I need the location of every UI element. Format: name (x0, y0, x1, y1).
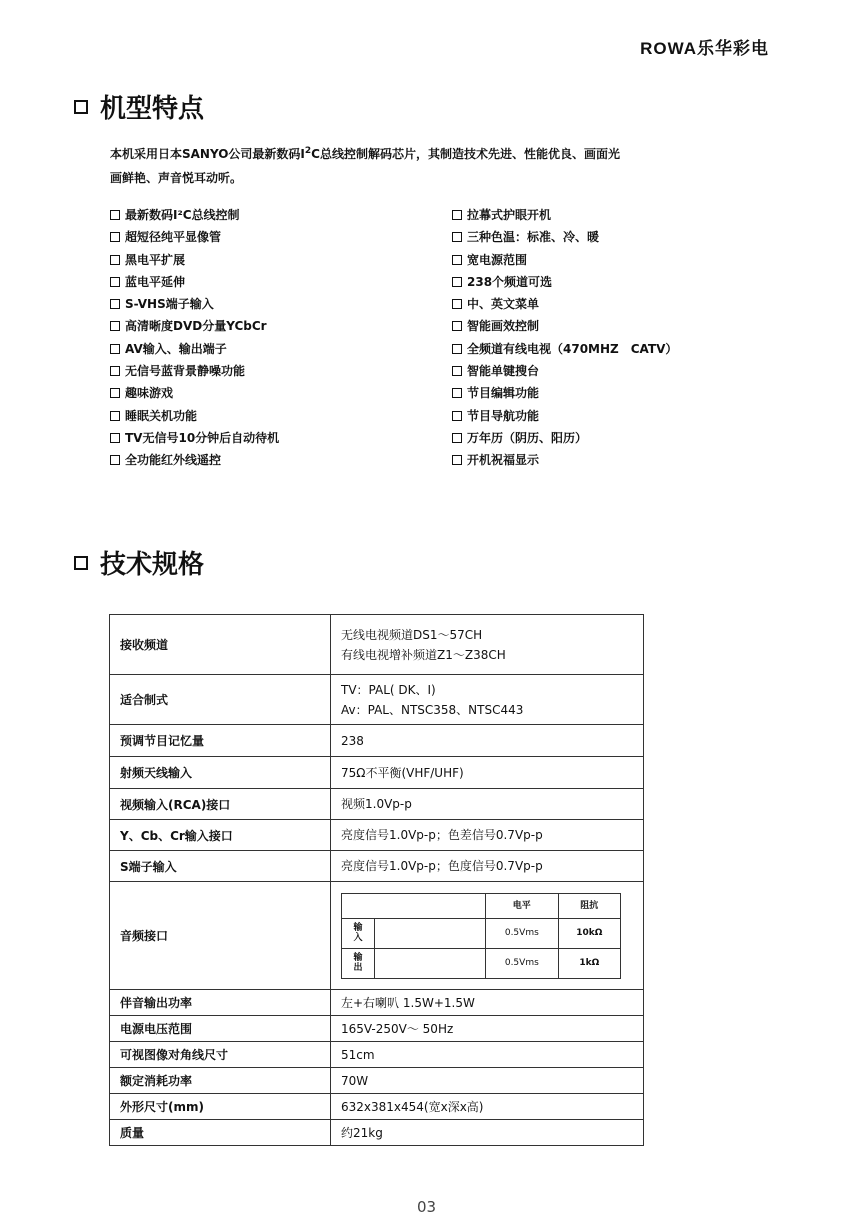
section-title-specs (74, 544, 204, 581)
table-row (110, 757, 644, 789)
feature-item (452, 249, 677, 271)
spec-value (331, 615, 644, 675)
spec-value: 亮度信号1.0Vp-p；色度信号0.7Vp-p (331, 851, 644, 882)
feature-item (110, 315, 279, 337)
checkbox-square-icon (110, 321, 120, 331)
feature-text: 全频道有线电视（470MHZ CATV） (467, 341, 678, 356)
feature-text: 拉幕式护眼开机 (467, 208, 552, 222)
table-row (110, 1042, 644, 1068)
checkbox-square-icon (110, 366, 120, 376)
audio-subtable (341, 893, 621, 979)
audio-blank-cell (375, 948, 486, 978)
feature-text: 238个频道可选 (467, 274, 553, 289)
feature-text: 蓝电平延伸 (125, 274, 186, 289)
feature-item (110, 338, 279, 360)
feature-text: 高清晰度DVD分量YCbCr (125, 319, 267, 334)
spec-value: 70W (331, 1068, 644, 1094)
feature-item (452, 405, 677, 427)
spec-label: 可视图像对角线尺寸 (110, 1042, 331, 1068)
audio-header-blank (342, 893, 486, 918)
audio-blank-cell (375, 918, 486, 948)
spec-label: 电源电压范围 (110, 1016, 331, 1042)
spec-value: 视频1.0Vp-p (331, 789, 644, 820)
checkbox-square-icon (452, 433, 462, 443)
feature-text: 无信号蓝背景静噪功能 (125, 364, 246, 379)
section-title-features (74, 88, 204, 125)
checkbox-square-icon (452, 455, 462, 465)
feature-text: 节目导航功能 (467, 408, 540, 423)
feature-item (452, 360, 677, 382)
spec-label: S端子输入 (110, 851, 331, 882)
spec-label: 预调节目记忆量 (110, 725, 331, 757)
features-list-right (452, 204, 677, 472)
feature-item (110, 271, 279, 293)
feature-item (110, 405, 279, 427)
feature-text: 超短径纯平显像管 (125, 230, 222, 245)
spec-value: 75Ω不平衡(VHF/UHF) (331, 757, 644, 789)
spec-label: 外形尺寸(mm) (110, 1094, 331, 1120)
spec-value: 51cm (331, 1042, 644, 1068)
checkbox-square-icon (452, 255, 462, 265)
feature-item (110, 360, 279, 382)
checkbox-square-icon (452, 299, 462, 309)
spec-value (331, 675, 644, 725)
feature-item (452, 226, 677, 248)
feature-text: 中、英文菜单 (467, 297, 540, 312)
table-row (110, 851, 644, 882)
audio-input-impedance: 10kΩ (558, 918, 620, 948)
table-row (110, 1120, 644, 1146)
audio-output-row (342, 948, 621, 978)
spec-value: 632x381x454(宽x深x高) (331, 1094, 644, 1120)
feature-item (110, 382, 279, 404)
spec-value: 约21kg (331, 1120, 644, 1146)
spec-value: 左+右喇叭 1.5W+1.5W (331, 990, 644, 1016)
audio-header-impedance: 阻抗 (558, 893, 620, 918)
spec-label: 视频输入(RCA)接口 (110, 789, 331, 820)
audio-header-row (342, 893, 621, 918)
spec-value: 238 (331, 725, 644, 757)
feature-item (452, 293, 677, 315)
checkbox-square-icon (110, 344, 120, 354)
feature-text: AV输入、输出端子 (125, 341, 227, 356)
feature-item (452, 271, 677, 293)
checkbox-square-icon (452, 321, 462, 331)
feature-item (452, 382, 677, 404)
checkbox-square-icon (74, 100, 88, 114)
checkbox-square-icon (452, 232, 462, 242)
checkbox-square-icon (110, 277, 120, 287)
spec-value-line: 无线电视频道DS1～57CH (341, 627, 483, 642)
table-row (110, 820, 644, 851)
checkbox-square-icon (452, 344, 462, 354)
audio-input-level: 0.5Vms (486, 918, 559, 948)
spec-label: 接收频道 (110, 615, 331, 675)
feature-item (110, 249, 279, 271)
audio-input-label: 输入 (342, 918, 375, 948)
spec-label: 射频天线输入 (110, 757, 331, 789)
table-row (110, 1016, 644, 1042)
page-number: 03 (416, 1198, 437, 1216)
feature-item (452, 427, 677, 449)
feature-item (110, 293, 279, 315)
audio-output-level: 0.5Vms (486, 948, 559, 978)
spec-label: 伴音输出功率 (110, 990, 331, 1016)
spec-label: 适合制式 (110, 675, 331, 725)
spec-label: 额定消耗功率 (110, 1068, 331, 1094)
audio-input-row (342, 918, 621, 948)
checkbox-square-icon (452, 411, 462, 421)
audio-output-label: 输出 (342, 948, 375, 978)
intro-text-b: C总线控制解码芯片，其制造技术先进、性能优良、画面光 (311, 147, 620, 161)
feature-text: 黑电平扩展 (125, 252, 186, 267)
checkbox-square-icon (74, 556, 88, 570)
spec-table (109, 614, 644, 1146)
feature-item (452, 449, 677, 471)
feature-text: 开机祝福显示 (467, 453, 540, 468)
feature-text: 节目编辑功能 (467, 386, 540, 401)
feature-text: 智能画效控制 (467, 319, 540, 334)
feature-text: 万年历（阴历、阳历） (467, 430, 588, 445)
feature-item (110, 204, 279, 226)
feature-item (452, 338, 677, 360)
feature-text: 全功能红外线遥控 (125, 453, 222, 468)
checkbox-square-icon (452, 210, 462, 220)
spec-label: 质量 (110, 1120, 331, 1146)
spec-label: 音频接口 (110, 882, 331, 990)
table-row (110, 990, 644, 1016)
table-row (110, 615, 644, 675)
checkbox-square-icon (110, 388, 120, 398)
spec-value-line: Av：PAL、NTSC358、NTSC443 (341, 702, 524, 717)
spec-value-line: 有线电视增补频道Z1～Z38CH (341, 647, 506, 662)
feature-text: 最新数码I²C总线控制 (125, 208, 240, 222)
feature-text: TV无信号10分钟后自动待机 (125, 430, 280, 445)
checkbox-square-icon (110, 411, 120, 421)
table-row (110, 1068, 644, 1094)
checkbox-square-icon (110, 299, 120, 309)
intro-paragraph (110, 139, 790, 190)
table-row (110, 1094, 644, 1120)
checkbox-square-icon (452, 277, 462, 287)
spec-value: 165V-250V～ 50Hz (331, 1016, 644, 1042)
checkbox-square-icon (110, 232, 120, 242)
feature-item (452, 204, 677, 226)
table-row (110, 789, 644, 820)
spec-label: Y、Cb、Cr输入接口 (110, 820, 331, 851)
checkbox-square-icon (110, 433, 120, 443)
table-row (110, 675, 644, 725)
checkbox-square-icon (452, 388, 462, 398)
feature-text: 三种色温：标准、冷、暖 (467, 230, 600, 245)
brand-logo: ROWA乐华彩电 (640, 39, 769, 58)
features-list-left (110, 204, 279, 472)
table-row (110, 725, 644, 757)
audio-output-impedance: 1kΩ (558, 948, 620, 978)
feature-item (110, 427, 279, 449)
intro-text-c: 画鲜艳、声音悦耳动听。 (110, 171, 243, 185)
spec-value-line: TV：PAL( DK、I) (341, 682, 436, 697)
checkbox-square-icon (452, 366, 462, 376)
section-title-specs-text: 技术规格 (100, 550, 205, 580)
feature-text: 智能单键搜台 (467, 364, 540, 379)
feature-text: 宽电源范围 (467, 252, 528, 267)
spec-value: 亮度信号1.0Vp-p；色差信号0.7Vp-p (331, 820, 644, 851)
feature-text: 趣味游戏 (125, 386, 174, 401)
spec-value-audio (331, 882, 644, 990)
intro-text-a: 本机采用日本SANYO公司最新数码I (110, 147, 305, 161)
checkbox-square-icon (110, 210, 120, 220)
audio-header-level: 电平 (486, 893, 559, 918)
checkbox-square-icon (110, 255, 120, 265)
feature-item (452, 315, 677, 337)
feature-item (110, 226, 279, 248)
feature-item (110, 449, 279, 471)
intro-superscript: 2 (304, 146, 312, 156)
section-title-features-text: 机型特点 (100, 94, 205, 124)
checkbox-square-icon (110, 455, 120, 465)
feature-text: S-VHS端子输入 (125, 297, 214, 312)
table-row (110, 882, 644, 990)
feature-text: 睡眠关机功能 (125, 408, 198, 423)
